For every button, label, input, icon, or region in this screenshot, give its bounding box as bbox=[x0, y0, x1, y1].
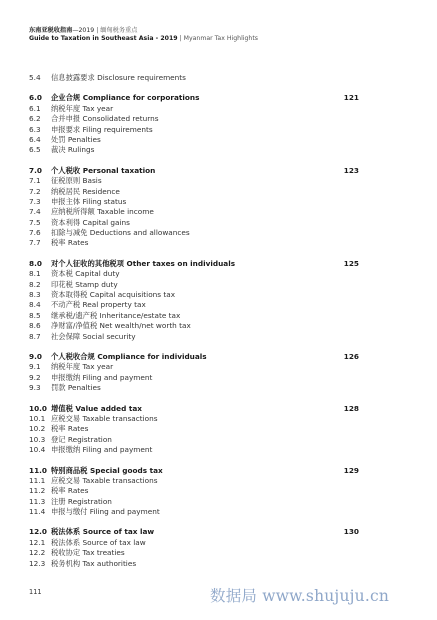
entry-number: 11.1 bbox=[29, 475, 46, 485]
toc-section-s10 bbox=[29, 404, 359, 456]
heading-number: 12.0 bbox=[29, 527, 48, 537]
entry-title: 罚款 Penalties bbox=[51, 383, 101, 393]
entry-number: 8.2 bbox=[29, 279, 41, 289]
entry-number: 7.1 bbox=[29, 176, 41, 186]
header-subtitle-cn: 缅甸税务重点 bbox=[100, 27, 138, 34]
heading-title: 个人税收 Personal taxation bbox=[51, 165, 156, 175]
entry-number: 10.1 bbox=[29, 413, 46, 423]
running-header bbox=[29, 27, 258, 43]
heading-title: 增值税 Value added tax bbox=[51, 403, 142, 413]
page-number: 111 bbox=[29, 588, 42, 596]
heading-page-number: 123 bbox=[343, 165, 359, 175]
entry-number: 10.2 bbox=[29, 424, 46, 434]
entry-title: 资本利得 Capital gains bbox=[51, 217, 130, 227]
entry-title: 纳税年度 Tax year bbox=[51, 103, 114, 113]
entry-number: 10.3 bbox=[29, 434, 46, 444]
entry-title: 应税交易 Taxable transactions bbox=[51, 475, 158, 485]
toc-entry[interactable] bbox=[29, 311, 359, 321]
toc-entry[interactable] bbox=[29, 476, 359, 486]
entry-title: 纳税居民 Residence bbox=[51, 186, 120, 196]
entry-number: 10.4 bbox=[29, 445, 46, 455]
entry-number: 11.4 bbox=[29, 507, 46, 517]
toc-entry[interactable] bbox=[29, 332, 359, 342]
heading-title: 对个人征收的其他税项 Other taxes on individuals bbox=[51, 258, 236, 268]
watermark: 数据局 www.shujuju.cn bbox=[210, 587, 390, 605]
toc-entry[interactable] bbox=[29, 538, 359, 548]
toc-entry[interactable] bbox=[29, 435, 359, 445]
heading-number: 9.0 bbox=[29, 351, 42, 361]
toc-entry[interactable] bbox=[29, 145, 359, 155]
section-gap bbox=[29, 517, 359, 527]
section-gap bbox=[29, 249, 359, 259]
entry-title: 应纳税所得额 Taxable income bbox=[51, 207, 154, 217]
toc-entry[interactable] bbox=[29, 559, 359, 569]
toc-entry[interactable] bbox=[29, 362, 359, 372]
header-line-english bbox=[29, 35, 258, 43]
table-of-contents bbox=[29, 73, 359, 569]
entry-title: 申报缴纳 Filing and payment bbox=[51, 372, 153, 382]
entry-number: 12.3 bbox=[29, 558, 46, 568]
heading-title: 企业合规 Compliance for corporations bbox=[51, 93, 200, 103]
entry-title: 继承税/遗产税 Inheritance/estate tax bbox=[51, 310, 181, 320]
toc-section-s11 bbox=[29, 466, 359, 518]
header-title-cn: 东南亚税收指南 bbox=[29, 27, 73, 34]
entry-title: 处罚 Penalties bbox=[51, 134, 101, 144]
header-sep-en: | bbox=[177, 35, 184, 42]
entry-title: 申报主体 Filing status bbox=[51, 196, 127, 206]
toc-entry[interactable] bbox=[29, 486, 359, 496]
toc-section-s12 bbox=[29, 527, 359, 569]
entry-title: 资本税 Capital duty bbox=[51, 269, 120, 279]
entry-title: 不动产税 Real property tax bbox=[51, 300, 146, 310]
section-gap bbox=[29, 156, 359, 166]
entry-title: 税务机构 Tax authorities bbox=[51, 558, 137, 568]
heading-number: 11.0 bbox=[29, 465, 48, 475]
entry-number: 8.7 bbox=[29, 331, 41, 341]
toc-entry[interactable] bbox=[29, 373, 359, 383]
header-year: —2019 bbox=[72, 27, 95, 34]
entry-title: 税率 Rates bbox=[51, 424, 89, 434]
toc-section-s8 bbox=[29, 259, 359, 342]
entry-title: 税率 Rates bbox=[51, 486, 89, 496]
toc-section-s6 bbox=[29, 93, 359, 155]
entry-title: 税法体系 Source of tax law bbox=[51, 537, 146, 547]
entry-title: 注册 Registration bbox=[51, 496, 112, 506]
heading-number: 7.0 bbox=[29, 165, 42, 175]
entry-number: 8.4 bbox=[29, 300, 41, 310]
entry-number: 6.3 bbox=[29, 124, 41, 134]
toc-entry[interactable] bbox=[29, 300, 359, 310]
entry-number: 6.4 bbox=[29, 134, 41, 144]
heading-page-number: 128 bbox=[343, 403, 359, 413]
toc-entry[interactable] bbox=[29, 321, 359, 331]
entry-title: 纳税年度 Tax year bbox=[51, 362, 114, 372]
entry-number: 12.2 bbox=[29, 548, 46, 558]
heading-title: 税法体系 Source of tax law bbox=[51, 527, 155, 537]
toc-entry[interactable] bbox=[29, 207, 359, 217]
toc-entry[interactable] bbox=[29, 280, 359, 290]
entry-number: 9.3 bbox=[29, 383, 41, 393]
section-gap bbox=[29, 394, 359, 404]
heading-title: 个人税收合规 Compliance for individuals bbox=[51, 351, 207, 361]
toc-entry[interactable] bbox=[29, 197, 359, 207]
entry-title: 征税原则 Basis bbox=[51, 176, 102, 186]
heading-page-number: 125 bbox=[343, 258, 359, 268]
entry-number: 8.3 bbox=[29, 290, 41, 300]
toc-entry[interactable] bbox=[29, 424, 359, 434]
entry-number: 9.2 bbox=[29, 372, 41, 382]
entry-title: 申报与缴付 Filing and payment bbox=[51, 507, 160, 517]
toc-section-heading[interactable] bbox=[29, 166, 359, 176]
toc-entry[interactable] bbox=[29, 228, 359, 238]
toc-section-heading[interactable] bbox=[29, 466, 359, 476]
entry-number: 9.1 bbox=[29, 362, 41, 372]
entry-number: 6.1 bbox=[29, 103, 41, 113]
entry-title: 申报缴纳 Filing and payment bbox=[51, 445, 153, 455]
entry-number: 7.5 bbox=[29, 217, 41, 227]
entry-title: 应税交易 Taxable transactions bbox=[51, 413, 158, 423]
toc-entry[interactable] bbox=[29, 135, 359, 145]
toc-entry[interactable] bbox=[29, 497, 359, 507]
entry-title: 合并申报 Consolidated returns bbox=[51, 114, 159, 124]
entry-number: 7.6 bbox=[29, 228, 41, 238]
section-gap bbox=[29, 83, 359, 93]
entry-title: 税收协定 Tax treaties bbox=[51, 548, 125, 558]
toc-section-s7 bbox=[29, 166, 359, 249]
toc-entry[interactable] bbox=[29, 104, 359, 114]
entry-title: 社会保障 Social security bbox=[51, 331, 136, 341]
section-gap bbox=[29, 342, 359, 352]
heading-number: 8.0 bbox=[29, 258, 42, 268]
toc-entry[interactable] bbox=[29, 176, 359, 186]
entry-number: 11.3 bbox=[29, 496, 46, 506]
toc-section-heading[interactable] bbox=[29, 404, 359, 414]
entry-title: 净财富/净值税 Net wealth/net worth tax bbox=[51, 321, 191, 331]
heading-page-number: 129 bbox=[343, 465, 359, 475]
header-title-en: Guide to Taxation in Southeast Asia - 2019 bbox=[29, 35, 178, 42]
toc-section-s5 bbox=[29, 73, 359, 83]
toc-entry[interactable] bbox=[29, 73, 359, 83]
toc-section-heading[interactable] bbox=[29, 93, 359, 103]
entry-title: 登记 Registration bbox=[51, 434, 112, 444]
entry-title: 印花税 Stamp duty bbox=[51, 279, 118, 289]
entry-number: 8.5 bbox=[29, 310, 41, 320]
toc-entry[interactable] bbox=[29, 445, 359, 455]
toc-section-s9 bbox=[29, 352, 359, 394]
header-sep: | bbox=[94, 27, 101, 34]
header-line-chinese bbox=[29, 27, 258, 35]
heading-page-number: 121 bbox=[343, 93, 359, 103]
entry-title: 申报要求 Filing requirements bbox=[51, 124, 153, 134]
entry-number: 6.2 bbox=[29, 114, 41, 124]
entry-title: 扣除与减免 Deductions and allowances bbox=[51, 228, 190, 238]
heading-title: 特别商品税 Special goods tax bbox=[51, 465, 163, 475]
entry-title: 税率 Rates bbox=[51, 238, 89, 248]
entry-number: 7.7 bbox=[29, 238, 41, 248]
section-gap bbox=[29, 456, 359, 466]
entry-number: 7.2 bbox=[29, 186, 41, 196]
heading-page-number: 126 bbox=[343, 351, 359, 361]
toc-entry[interactable] bbox=[29, 414, 359, 424]
toc-entry[interactable] bbox=[29, 125, 359, 135]
toc-entry[interactable] bbox=[29, 114, 359, 124]
toc-entry[interactable] bbox=[29, 187, 359, 197]
entry-number: 8.1 bbox=[29, 269, 41, 279]
toc-entry[interactable] bbox=[29, 383, 359, 393]
header-subtitle-en: Myanmar Tax Highlights bbox=[183, 35, 258, 42]
toc-entry[interactable] bbox=[29, 269, 359, 279]
toc-entry[interactable] bbox=[29, 290, 359, 300]
toc-section-heading[interactable] bbox=[29, 352, 359, 362]
heading-page-number: 130 bbox=[343, 527, 359, 537]
entry-title: 信息披露要求 Disclosure requirements bbox=[51, 73, 186, 82]
toc-section-heading[interactable] bbox=[29, 527, 359, 537]
entry-number: 7.3 bbox=[29, 196, 41, 206]
heading-number: 10.0 bbox=[29, 403, 48, 413]
toc-entry[interactable] bbox=[29, 507, 359, 517]
toc-section-heading[interactable] bbox=[29, 259, 359, 269]
entry-number: 6.5 bbox=[29, 145, 41, 155]
entry-title: 裁决 Rulings bbox=[51, 145, 95, 155]
entry-number: 11.2 bbox=[29, 486, 46, 496]
entry-number: 5.4 bbox=[29, 73, 41, 82]
heading-number: 6.0 bbox=[29, 93, 42, 103]
toc-entry[interactable] bbox=[29, 218, 359, 228]
entry-number: 8.6 bbox=[29, 321, 41, 331]
toc-entry[interactable] bbox=[29, 548, 359, 558]
entry-title: 资本取得税 Capital acquisitions tax bbox=[51, 290, 176, 300]
entry-number: 7.4 bbox=[29, 207, 41, 217]
entry-number: 12.1 bbox=[29, 537, 46, 547]
toc-entry[interactable] bbox=[29, 238, 359, 248]
